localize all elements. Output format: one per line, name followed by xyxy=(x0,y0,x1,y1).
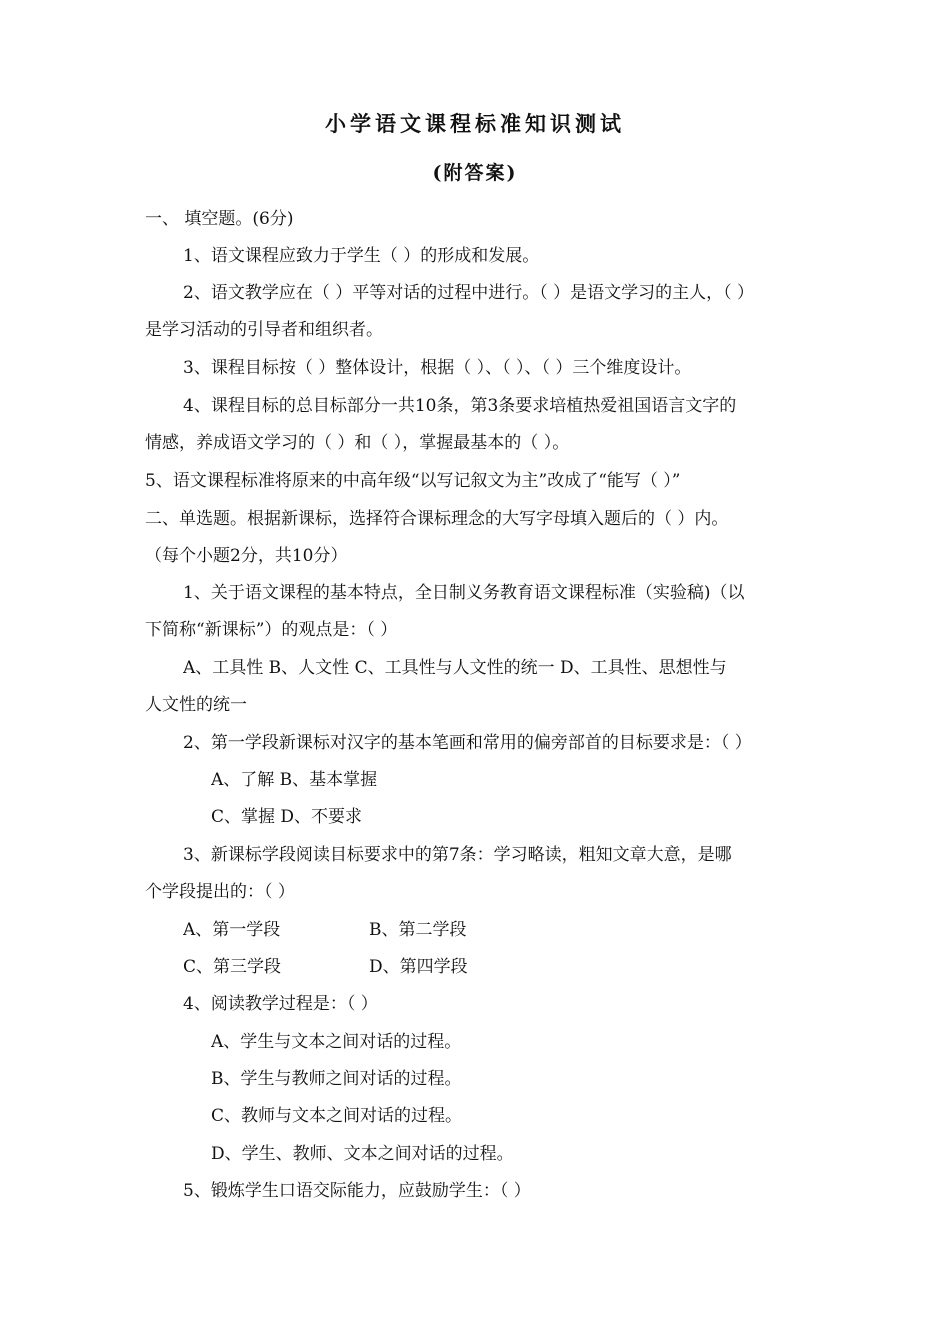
question-line: 1、关于语文课程的基本特点，全日制义务教育语文课程标准（实验稿)（以 xyxy=(183,583,745,603)
option-line: C、教师与文本之间对话的过程。 xyxy=(211,1106,463,1126)
option-line: 人文性的统一 xyxy=(145,695,247,715)
option-line: D、学生、教师、文本之间对话的过程。 xyxy=(211,1144,514,1164)
option-d: D、第四学段 xyxy=(369,957,468,977)
question-line: 5、锻炼学生口语交际能力，应鼓励学生：（ ） xyxy=(183,1181,531,1201)
question-line: 5、语文课程标准将原来的中高年级“以写记叙文为主”改成了“能写（ ）” xyxy=(145,471,681,491)
option-c: C、第三学段 xyxy=(183,957,282,977)
question-line: 个学段提出的：（ ） xyxy=(145,882,295,902)
question-line: 4、阅读教学过程是：（ ） xyxy=(183,994,378,1014)
option-a: A、第一学段 xyxy=(183,920,281,940)
option-line: B、学生与教师之间对话的过程。 xyxy=(211,1069,462,1089)
question-line: 3、课程目标按（ ）整体设计，根据（ ）、（ ）、（ ）三个维度设计。 xyxy=(183,358,692,378)
section-2-note: （每个小题2分，共10分） xyxy=(145,546,348,566)
question-line: 情感，养成语文学习的（ ）和（ ），掌握最基本的（ ）。 xyxy=(145,433,570,453)
question-line: 3、新课标学段阅读目标要求中的第7条：学习略读，粗知文章大意，是哪 xyxy=(183,845,732,865)
question-line: 下简称“新课标”）的观点是：（ ） xyxy=(145,620,398,640)
question-line: 4、课程目标的总目标部分一共10条，第3条要求培植热爱祖国语言文字的 xyxy=(183,396,737,416)
document-subtitle: (附答案) xyxy=(432,162,518,184)
option-row xyxy=(183,918,815,942)
question-line: 2、第一学段新课标对汉字的基本笔画和常用的偏旁部首的目标要求是：（ ） xyxy=(183,733,752,753)
option-line: A、了解 B、基本掌握 xyxy=(211,770,378,790)
section-2-heading: 二、单选题。根据新课标，选择符合课标理念的大写字母填入题后的（ ）内。 xyxy=(145,509,729,529)
option-line: C、掌握 D、不要求 xyxy=(211,807,363,827)
option-b: B、第二学段 xyxy=(369,920,467,940)
option-line: A、工具性 B、人文性 C、工具性与人文性的统一 D、工具性、思想性与 xyxy=(183,658,727,678)
option-line: A、学生与文本之间对话的过程。 xyxy=(211,1032,462,1052)
question-line: 是学习活动的引导者和组织者。 xyxy=(145,320,383,340)
document-title: 小学语文课程标准知识测试 xyxy=(325,111,625,136)
question-line: 1、语文课程应致力于学生（ ）的形成和发展。 xyxy=(183,246,540,266)
option-row xyxy=(183,955,815,979)
question-line: 2、语文教学应在（ ）平等对话的过程中进行。（ ）是语文学习的主人，（ ） xyxy=(183,283,755,303)
section-1-heading: 一、 填空题。(6分) xyxy=(145,209,294,229)
